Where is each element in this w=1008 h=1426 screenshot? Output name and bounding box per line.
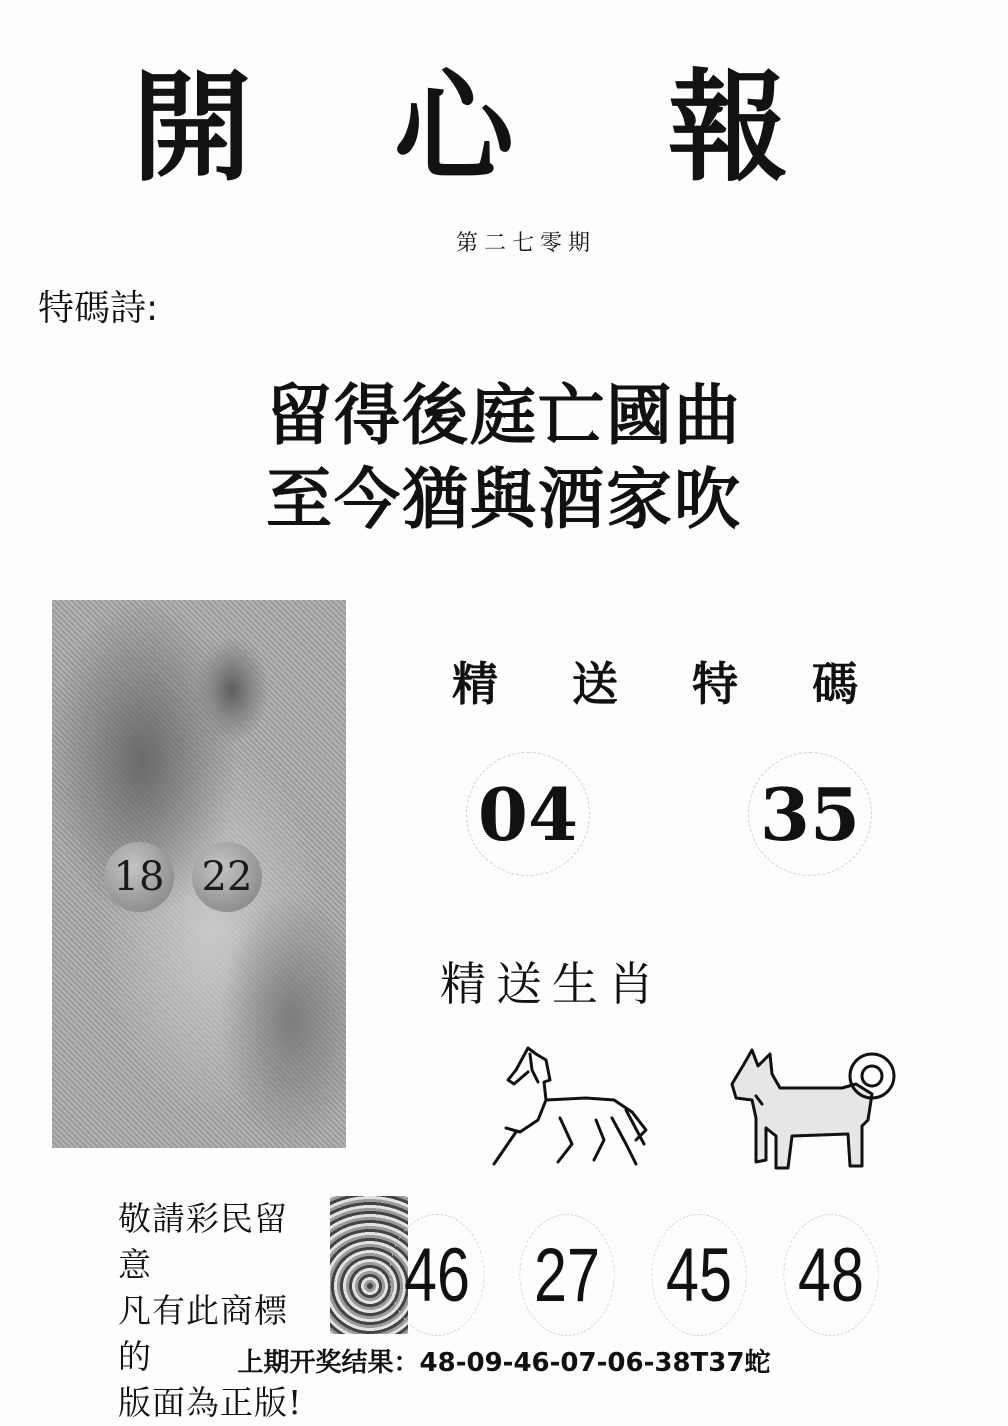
notice-line-3: 版面為正版! — [118, 1383, 303, 1422]
last-result: 上期开奖结果：48-09-46-07-06-38T37蛇 — [237, 1348, 771, 1378]
bottom-number: 46 — [389, 1214, 484, 1336]
masthead-char-3: 報 — [668, 57, 788, 198]
notice-line-2: 凡有此商標的 — [118, 1291, 288, 1376]
notice-text — [118, 1196, 318, 1426]
notice-line-1: 敬請彩民留意 — [118, 1199, 288, 1284]
masthead-char-2: 心 — [394, 57, 514, 198]
bottom-number: 45 — [651, 1214, 746, 1336]
featured-title-char: 特 — [692, 657, 738, 711]
featured-title-char: 碼 — [812, 657, 858, 711]
poem-line-2: 至今猶與酒家吹 — [266, 461, 742, 538]
bottom-number: 48 — [783, 1214, 878, 1336]
featured-title — [452, 648, 932, 714]
issue-number: 第二七零期 — [456, 231, 597, 256]
featured-number: 35 — [748, 752, 872, 876]
photo-number-ball: 18 — [104, 842, 174, 912]
bottom-number: 27 — [519, 1214, 614, 1336]
featured-number: 04 — [466, 752, 590, 876]
photo-number-ball: 22 — [192, 842, 262, 912]
featured-title-char: 送 — [572, 657, 618, 711]
horse-icon — [486, 1040, 656, 1170]
zodiac-title: 精送生肖 — [440, 957, 664, 1011]
dog-icon — [722, 1044, 898, 1174]
featured-title-char: 精 — [452, 657, 498, 711]
masthead-char-1: 開 — [132, 57, 252, 198]
poem-line-1: 留得後庭亡國曲 — [266, 377, 742, 454]
poem-label: 特碼詩: — [38, 288, 159, 329]
